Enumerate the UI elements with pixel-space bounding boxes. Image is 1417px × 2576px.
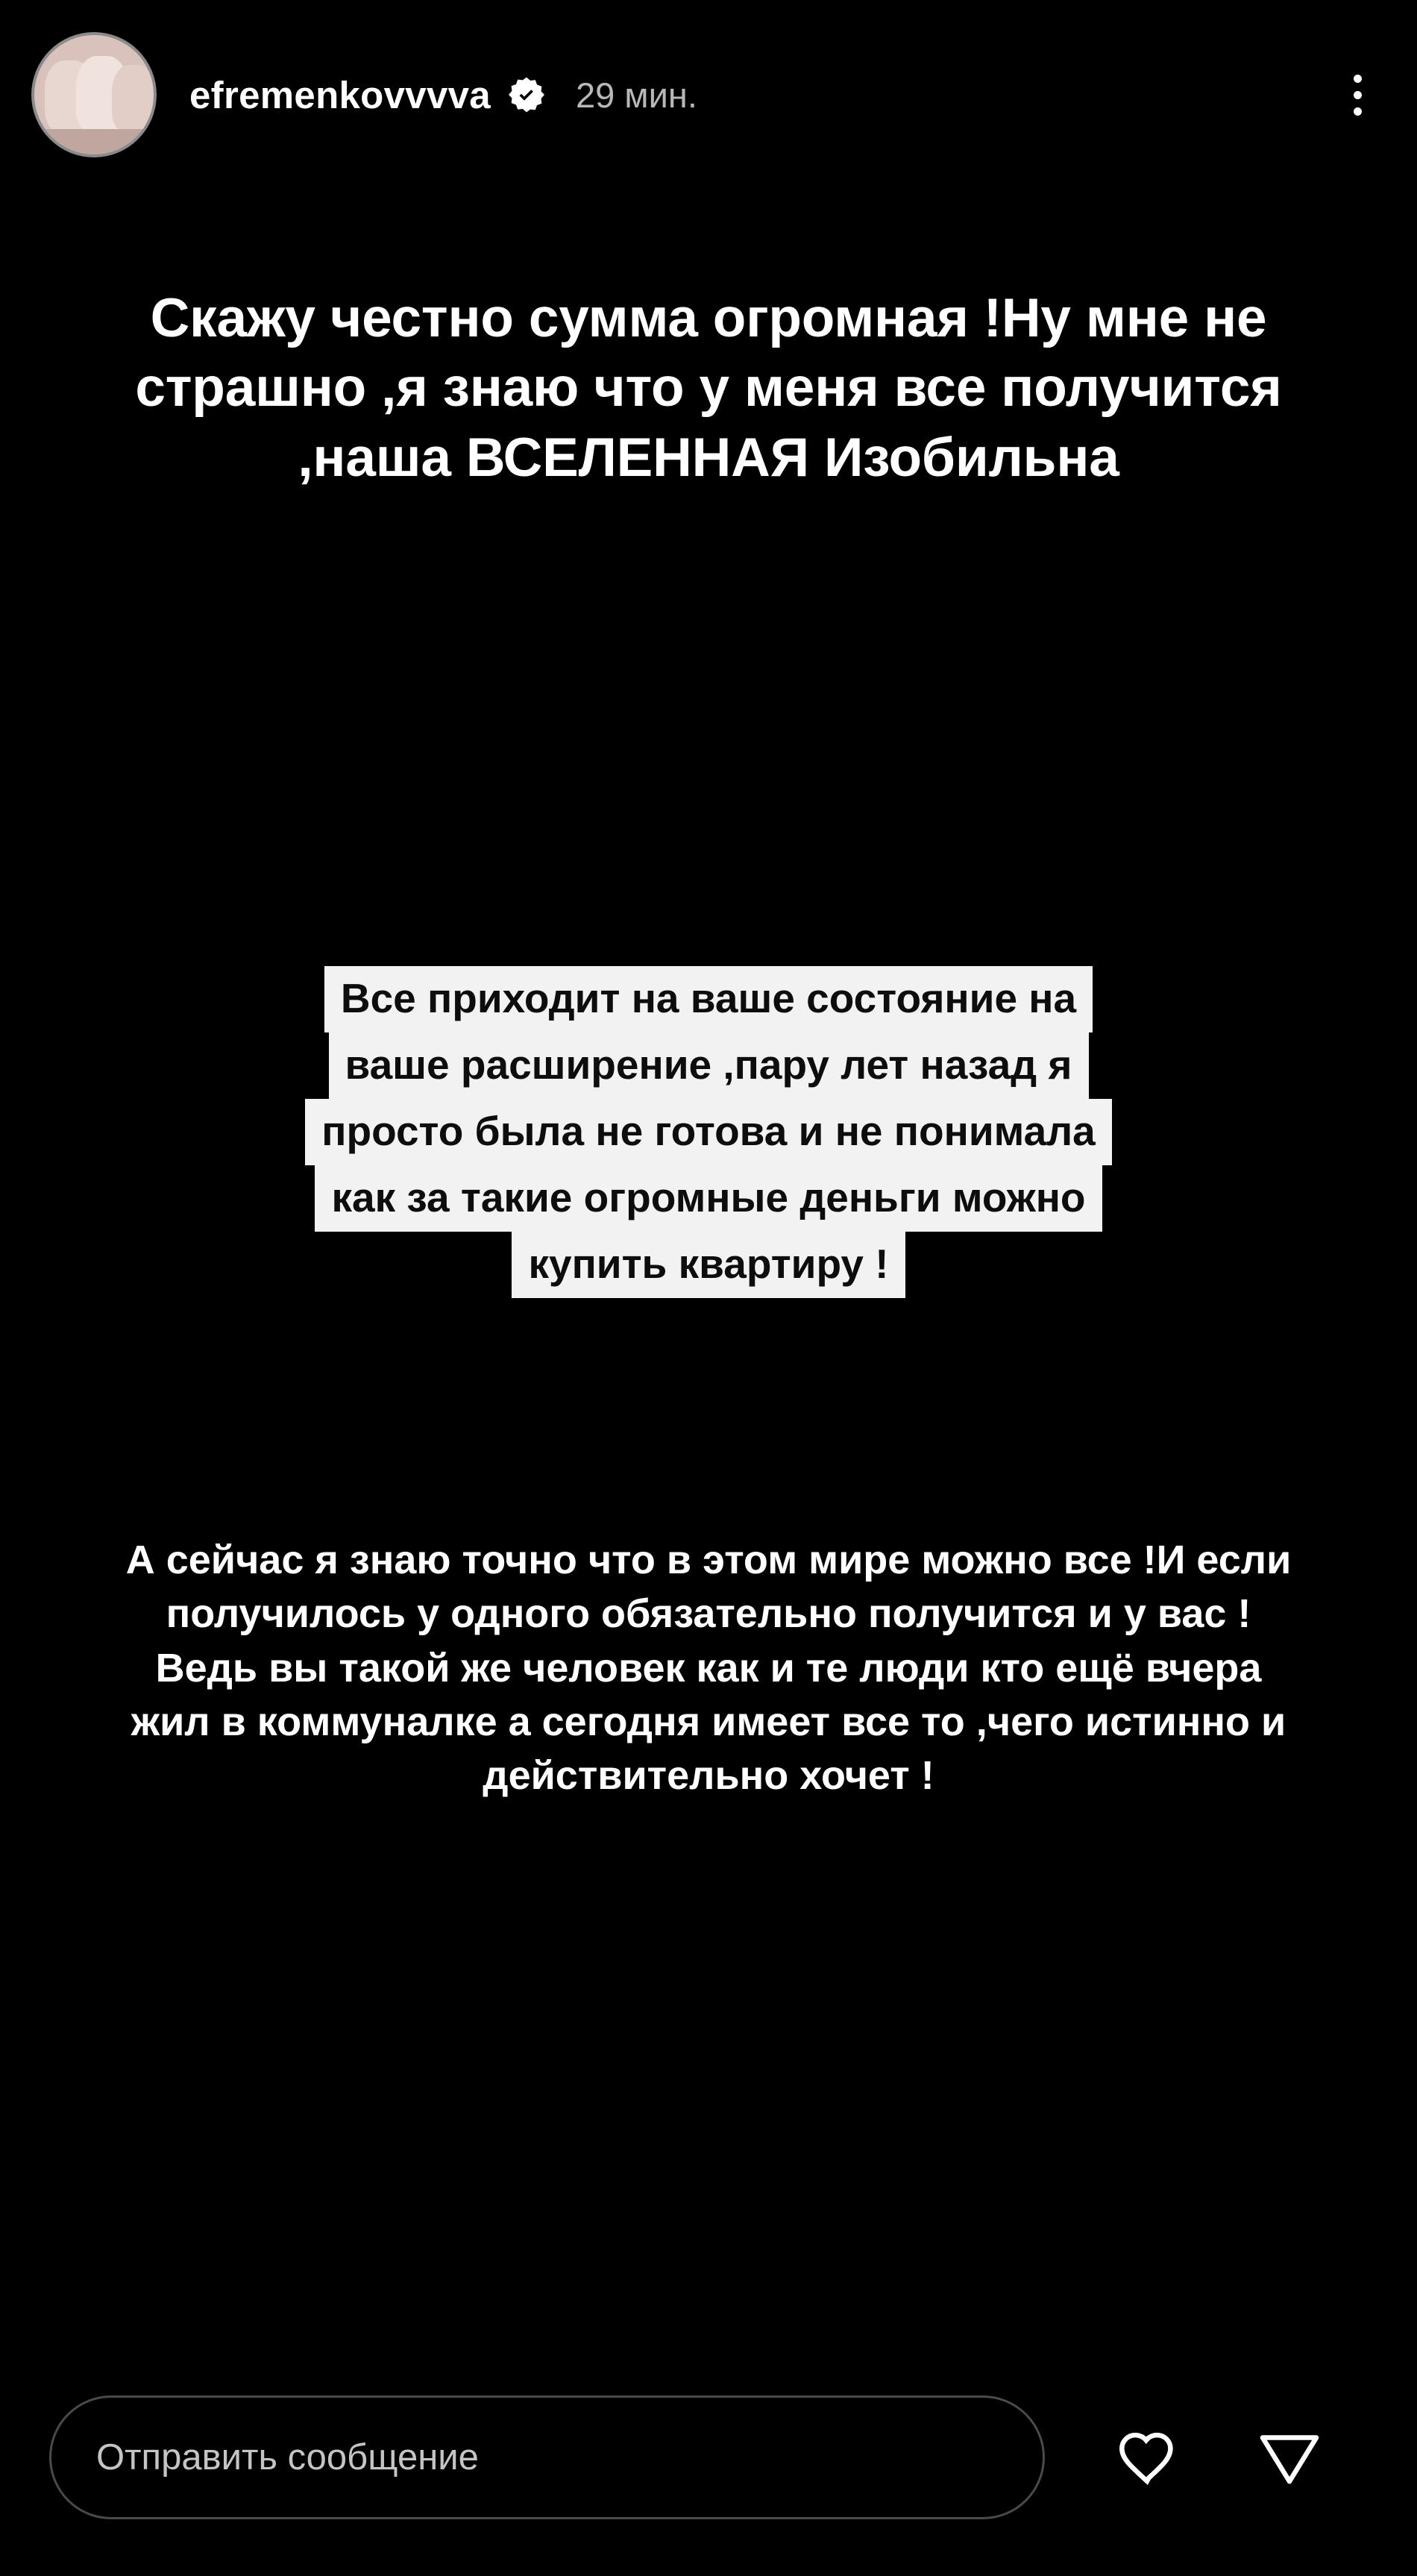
quote-line: просто была не готова и не понимала [305, 1099, 1111, 1165]
timestamp: 29 мин. [575, 75, 697, 115]
message-placeholder: Отправить сообщение [96, 2437, 479, 2478]
story-quote-block [0, 966, 1417, 1298]
more-dot-3 [1354, 107, 1362, 116]
story-footer [0, 2379, 1417, 2536]
quote-line: ваше расширение ,пару лет назад я [329, 1032, 1089, 1099]
avatar-image [34, 35, 154, 154]
more-dot-2 [1354, 91, 1362, 99]
story-header [0, 31, 1417, 158]
username[interactable]: efremenkovvvva [189, 73, 491, 116]
story-headline: Скажу честно сумма огромная !Ну мне не страшно ,я знаю что у меня все получится ,наша ВСЕЛЕННАЯ Изобильна [135, 288, 1282, 488]
footer-actions [1045, 2416, 1366, 2498]
avatar[interactable] [31, 32, 157, 157]
quote-line: Все приходит на ваше состояние на [324, 966, 1093, 1032]
quote-line: как за такие огромные деньги можно [315, 1165, 1102, 1232]
message-input[interactable] [49, 2395, 1045, 2519]
heart-icon[interactable] [1106, 2416, 1188, 2498]
avatar-shape-right [112, 65, 154, 132]
send-icon[interactable] [1248, 2416, 1330, 2498]
quote-line: купить квартиру ! [512, 1232, 905, 1298]
story-body: А сейчас я знаю точно что в этом мире можно все !И если получилось у одного обязательно получится и у вас !Ведь вы такой же человек как и те люди кто ещё вчера жил в коммуналке а сегодня имеет все то ,чего истинно и действительно хочет ! [125, 1538, 1292, 1799]
more-dot-1 [1354, 75, 1362, 83]
more-options-icon[interactable] [1335, 61, 1380, 128]
avatar-shape-floor [34, 129, 154, 154]
verified-badge-icon [507, 75, 546, 114]
